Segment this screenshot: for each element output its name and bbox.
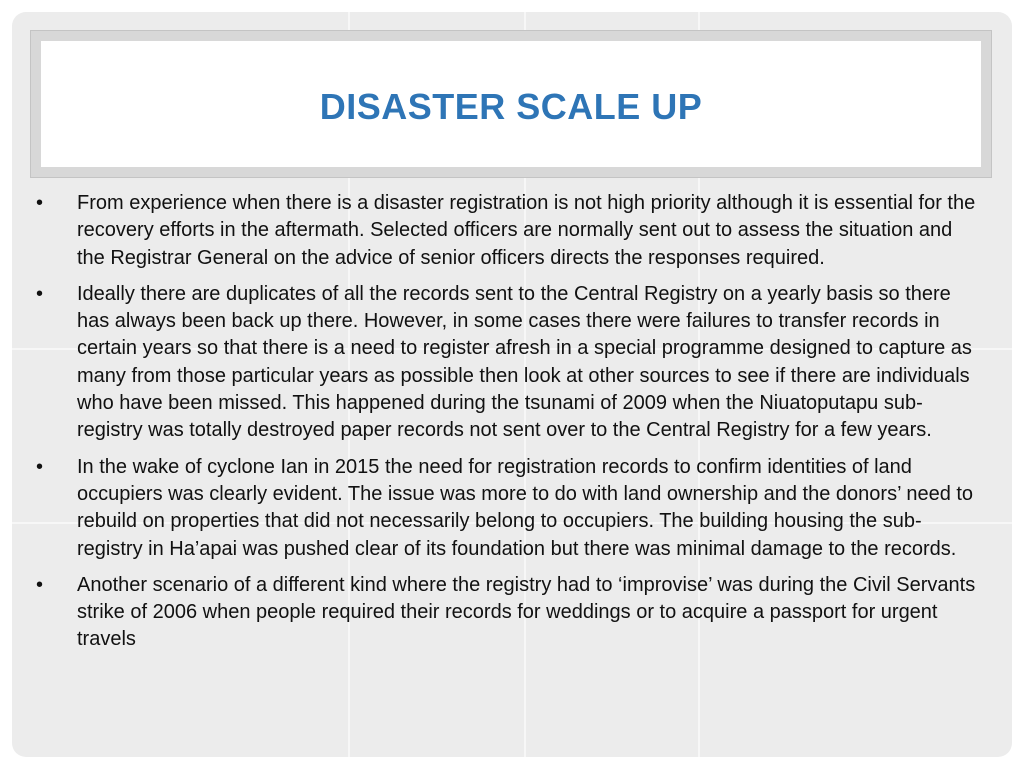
- slide: [12, 12, 1012, 757]
- bullet-icon: •: [36, 455, 44, 478]
- slide-title: DISASTER SCALE UP: [319, 86, 703, 127]
- bullet-list: [34, 190, 984, 663]
- bullet-icon: •: [36, 573, 44, 596]
- bullet-text: Another scenario of a different kind where the registry had to ‘improvise’ was during the Civil Servants strike of 2006 when people required their records for weddings or to acquire a passport for urgent travels: [77, 573, 976, 651]
- bullet-text: In the wake of cyclone Ian in 2015 the need for registration records to confirm identities of land occupiers was clearly evident. The issue was more to do with land ownership and the donors’ need to rebuild on properties that did not necessarily belong to occupiers. The building housing the sub-registry in Ha’apai was pushed clear of its foundation but there was minimal damage to the records.: [77, 455, 974, 560]
- bullet-text: Ideally there are duplicates of all the records sent to the Central Registry on a yearly basis so there has always been back up there. However, in some cases there were failures to transfer records in certain years so that there is a need to register afresh in a special programme designed to capture as many from those particular years as possible then look at other sources to see if there are individuals who have been missed. This happened during the tsunami of 2009 when the Niuatoputapu sub-registry was totally destroyed paper records not sent over to the Central Registry for a few years.: [77, 282, 972, 442]
- bullet-icon: •: [36, 282, 44, 305]
- bullet-icon: •: [36, 192, 44, 214]
- bullet-item: [34, 281, 984, 445]
- title-frame: [30, 30, 992, 178]
- title-box: [41, 41, 981, 167]
- bullet-text: From experience when there is a disaster registration is not high priority although it is essential for the recovery efforts in the aftermath. Selected officers are normally sent out to assess the situation and the Registrar General on the advice of senior officers directs the responses required.: [77, 192, 976, 269]
- bullet-item: [34, 572, 984, 654]
- bullet-item: [34, 454, 984, 563]
- bullet-item: [34, 190, 984, 272]
